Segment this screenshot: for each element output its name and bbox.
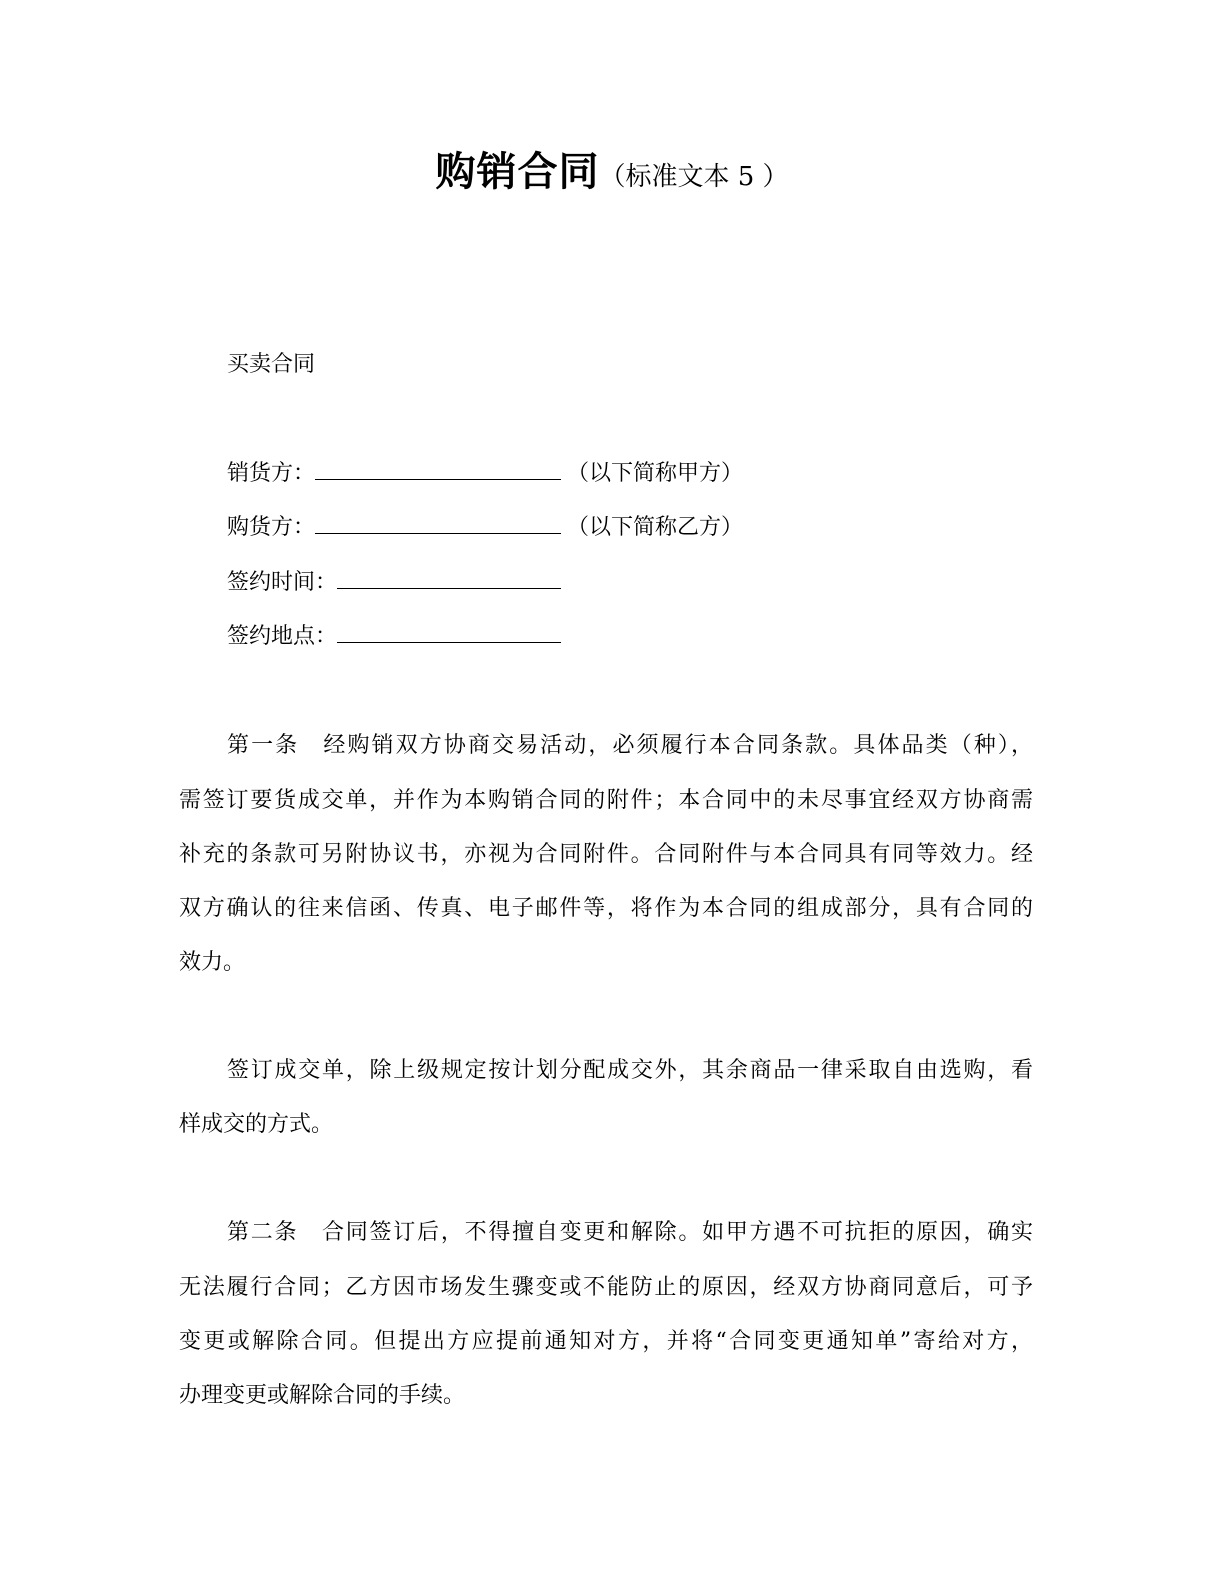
article1-line: 双方确认的往来信函、传真、电子邮件等，将作为本合同的组成部分，具有合同的: [179, 896, 1033, 921]
article2-line: 第二条 合同签订后，不得擅自变更和解除。如甲方遇不可抗拒的原因，确实: [227, 1220, 1033, 1245]
article2-line: 办理变更或解除合同的手续。: [179, 1383, 466, 1408]
seller-suffix: （以下简称甲方）: [567, 461, 744, 486]
sign-time-blank[interactable]: [337, 568, 561, 589]
article1-line: 效力。: [179, 950, 246, 975]
sign-time-field: [227, 568, 561, 598]
buyer-suffix: （以下简称乙方）: [567, 515, 744, 540]
sign-place-blank[interactable]: [337, 622, 561, 643]
article1-line: 补充的条款可另附协议书，亦视为合同附件。合同附件与本合同具有同等效力。经: [179, 842, 1033, 867]
sign-place-label: 签约地点：: [227, 624, 338, 649]
buyer-field: [227, 513, 743, 543]
sign-place-field: [227, 622, 561, 652]
para2-line: 样成交的方式。: [179, 1112, 334, 1137]
seller-blank[interactable]: [315, 459, 561, 480]
sign-time-label: 签约时间：: [227, 570, 338, 595]
title-main: 购销合同: [435, 148, 600, 195]
para2-line: 签订成交单，除上级规定按计划分配成交外，其余商品一律采取自由选购，看: [227, 1058, 1033, 1083]
seller-field: [227, 459, 743, 489]
buyer-blank[interactable]: [315, 513, 561, 534]
doc-type-heading: 买卖合同: [227, 352, 316, 377]
document-title: [0, 140, 1224, 197]
article1-line: 第一条 经购销双方协商交易活动，必须履行本合同条款。具体品类（种），: [227, 733, 1033, 758]
title-sub: （标准文本 5 ）: [599, 162, 789, 192]
buyer-label: 购货方：: [227, 515, 316, 540]
seller-label: 销货方：: [227, 461, 316, 486]
article2-line: 变更或解除合同。但提出方应提前通知对方，并将“合同变更通知单”寄给对方，: [179, 1329, 1033, 1354]
article1-line: 需签订要货成交单，并作为本购销合同的附件；本合同中的未尽事宜经双方协商需: [179, 788, 1033, 813]
article2-line: 无法履行合同；乙方因市场发生骤变或不能防止的原因，经双方协商同意后，可予: [179, 1275, 1033, 1300]
